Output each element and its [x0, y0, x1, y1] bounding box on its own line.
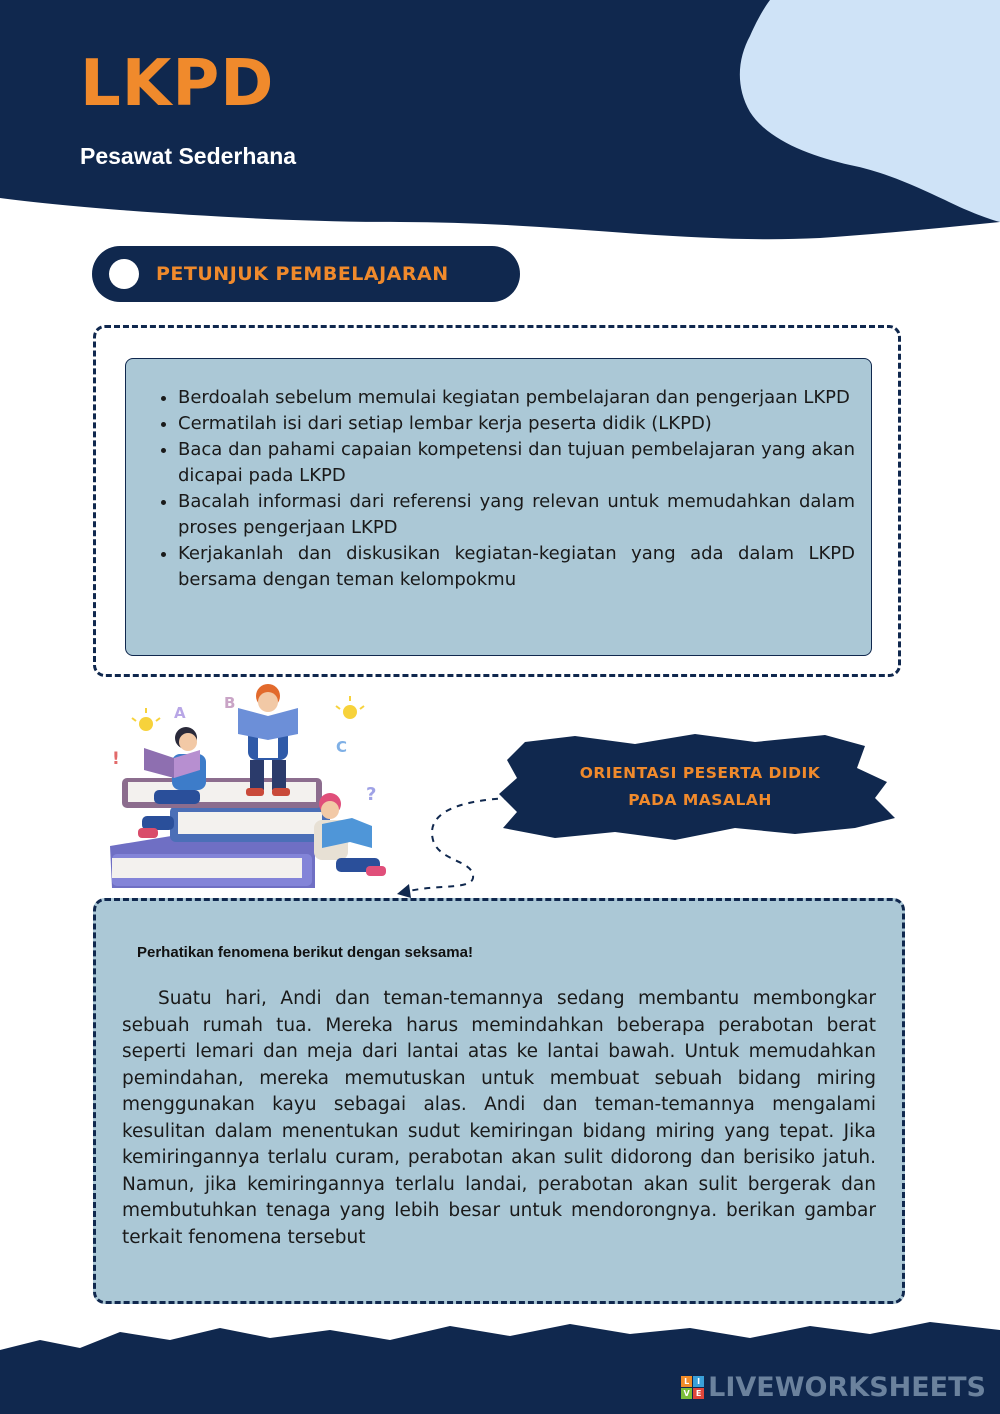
page-subtitle: Pesawat Sederhana [80, 143, 297, 169]
petunjuk-list [126, 359, 871, 593]
list-item: • Kerjakanlah dan diskusikan kegiatan-kegiatan yang ada dalam LKPD bersama dengan teman kelompokmu [178, 541, 855, 593]
list-item: • Baca dan pahami capaian kompetensi dan tujuan pembelajaran yang akan dicapai pada LKPD [178, 437, 855, 489]
header-background [0, 0, 1000, 260]
list-item: • Cermatilah isi dari setiap lembar kerja peserta didik (LKPD) [178, 411, 855, 437]
bullet-circle-icon [109, 259, 139, 289]
illustration-letter: ! [112, 749, 120, 769]
illustration-letter: B [224, 694, 236, 712]
illustration-letter: ? [366, 784, 377, 805]
petunjuk-list-box [125, 358, 872, 656]
list-item: • Berdoalah sebelum memulai kegiatan pembelajaran dan pengerjaan LKPD [178, 385, 855, 411]
liveworksheets-watermark [681, 1372, 986, 1403]
students-reading-illustration [100, 678, 400, 900]
liveworksheets-logo-icon [681, 1376, 704, 1399]
illustration-letter: C [336, 738, 348, 756]
orientasi-line-2: PADA MASALAH [628, 791, 772, 809]
watermark-text: LIVEWORKSHEETS [708, 1372, 986, 1403]
logo-letter: I [693, 1376, 704, 1387]
section-header-label: PETUNJUK PEMBELAJARAN [156, 263, 449, 285]
logo-letter: V [681, 1388, 692, 1399]
logo-letter: E [693, 1388, 704, 1399]
page-title: LKPD [80, 47, 275, 121]
orientasi-line-1: ORIENTASI PESERTA DIDIK [579, 764, 821, 782]
orientasi-banner-label [545, 760, 855, 814]
section-header-petunjuk [92, 246, 520, 302]
illustration-letter: A [174, 704, 186, 722]
list-item: • Bacalah informasi dari referensi yang relevan untuk memudahkan dalam proses pengerjaan LKPD [178, 489, 855, 541]
logo-letter: L [681, 1376, 692, 1387]
fenomena-instruction: Perhatikan fenomena berikut dengan seksama! [137, 944, 473, 961]
fenomena-story: Suatu hari, Andi dan teman-temannya sedang membantu membongkar sebuah rumah tua. Mereka harus memindahkan beberapa perabotan berat seperti lemari dan meja dari lantai atas ke lantai bawah. Untuk memudahkan pemindahan, mereka memutuskan untuk membuat sebuah bidang miring menggunakan kayu sebagai alas. Andi dan teman-temannya mengalami kesulitan dalam menentukan sudut kemiringan bidang miring yang tepat. Jika kemiringannya terlalu curam, perabotan akan sulit didorong dan berisiko jatuh. Namun, jika kemiringannya terlalu landai, perabotan akan sulit bergerak dan membutuhkan tenaga yang lebih besar untuk mendorongnya. berikan gambar terkait fenomena tersebut [122, 988, 876, 1248]
